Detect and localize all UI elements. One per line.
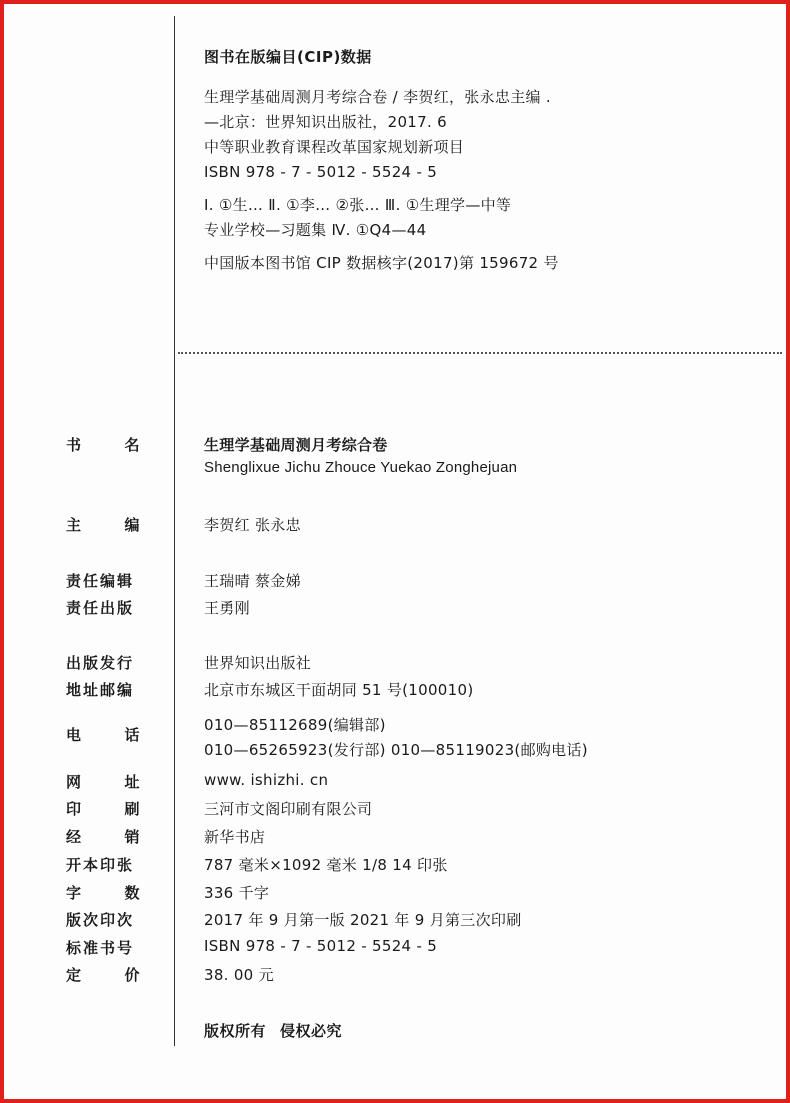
- website-value: www. ishizhi. cn: [204, 771, 329, 789]
- printer-label: 印 刷: [66, 800, 140, 818]
- copyright-notice: [204, 1020, 342, 1041]
- dotted-separator: [178, 352, 782, 354]
- distributor-value: 新华书店: [204, 828, 266, 846]
- isbn-label: 标准书号: [66, 939, 135, 957]
- editor-value: 李贺红 张永忠: [204, 516, 301, 534]
- printer-value: 三河市文阁印刷有限公司: [204, 800, 373, 818]
- book-title-pinyin: Shenglixue Jichu Zhouce Yuekao Zonghejuan: [204, 459, 518, 476]
- price-value: 38. 00 元: [204, 966, 274, 984]
- editor-label: 主 编: [66, 516, 140, 534]
- wordcount-label: 字 数: [66, 884, 140, 902]
- infringement-text: 侵权必究: [280, 1022, 343, 1040]
- cip-title: 图书在版编目(CIP)数据: [204, 48, 372, 66]
- publisher-label: 出版发行: [66, 654, 135, 672]
- cip-line: 中等职业教育课程改革国家规划新项目: [204, 138, 465, 156]
- phone-label: 电 话: [66, 726, 140, 744]
- wordcount-value: 336 千字: [204, 884, 270, 902]
- edition-value: 2017 年 9 月第一版 2021 年 9 月第三次印刷: [204, 911, 522, 929]
- address-value: 北京市东城区干面胡同 51 号(100010): [204, 681, 474, 699]
- cip-line: 中国版本图书馆 CIP 数据核字(2017)第 159672 号: [204, 254, 559, 272]
- cip-line: —北京：世界知识出版社，2017. 6: [204, 113, 447, 131]
- resp-editor-label: 责任编辑: [66, 572, 135, 590]
- copyright-text: 版权所有: [204, 1022, 267, 1040]
- book-title-label: 书 名: [66, 436, 140, 454]
- cip-line: 专业学校—习题集 Ⅳ. ①Q4—44: [204, 221, 427, 239]
- vertical-divider: [174, 16, 175, 1046]
- website-label: 网 址: [66, 773, 140, 791]
- format-label: 开本印张: [66, 856, 135, 874]
- address-label: 地址邮编: [66, 681, 135, 699]
- resp-editor-value: 王瑞晴 蔡金娣: [204, 572, 301, 590]
- price-label: 定 价: [66, 966, 140, 984]
- phone-value-1: 010—85112689(编辑部): [204, 716, 386, 734]
- cip-line: ISBN 978 - 7 - 5012 - 5524 - 5: [204, 163, 438, 181]
- publisher-value: 世界知识出版社: [204, 654, 312, 672]
- resp-publish-label: 责任出版: [66, 599, 135, 617]
- distributor-label: 经 销: [66, 828, 140, 846]
- isbn-value: ISBN 978 - 7 - 5012 - 5524 - 5: [204, 937, 438, 955]
- book-title: 生理学基础周测月考综合卷: [204, 436, 388, 454]
- edition-label: 版次印次: [66, 911, 135, 929]
- resp-publish-value: 王勇刚: [204, 599, 250, 617]
- format-value: 787 毫米×1092 毫米 1/8 14 印张: [204, 856, 448, 874]
- phone-value-2: 010—65265923(发行部) 010—85119023(邮购电话): [204, 741, 588, 759]
- cip-line: 生理学基础周测月考综合卷 / 李贺红，张永忠主编 .: [204, 88, 551, 106]
- cip-line: Ⅰ. ①生… Ⅱ. ①李… ②张… Ⅲ. ①生理学—中等: [204, 196, 512, 214]
- cip-block: [204, 46, 764, 276]
